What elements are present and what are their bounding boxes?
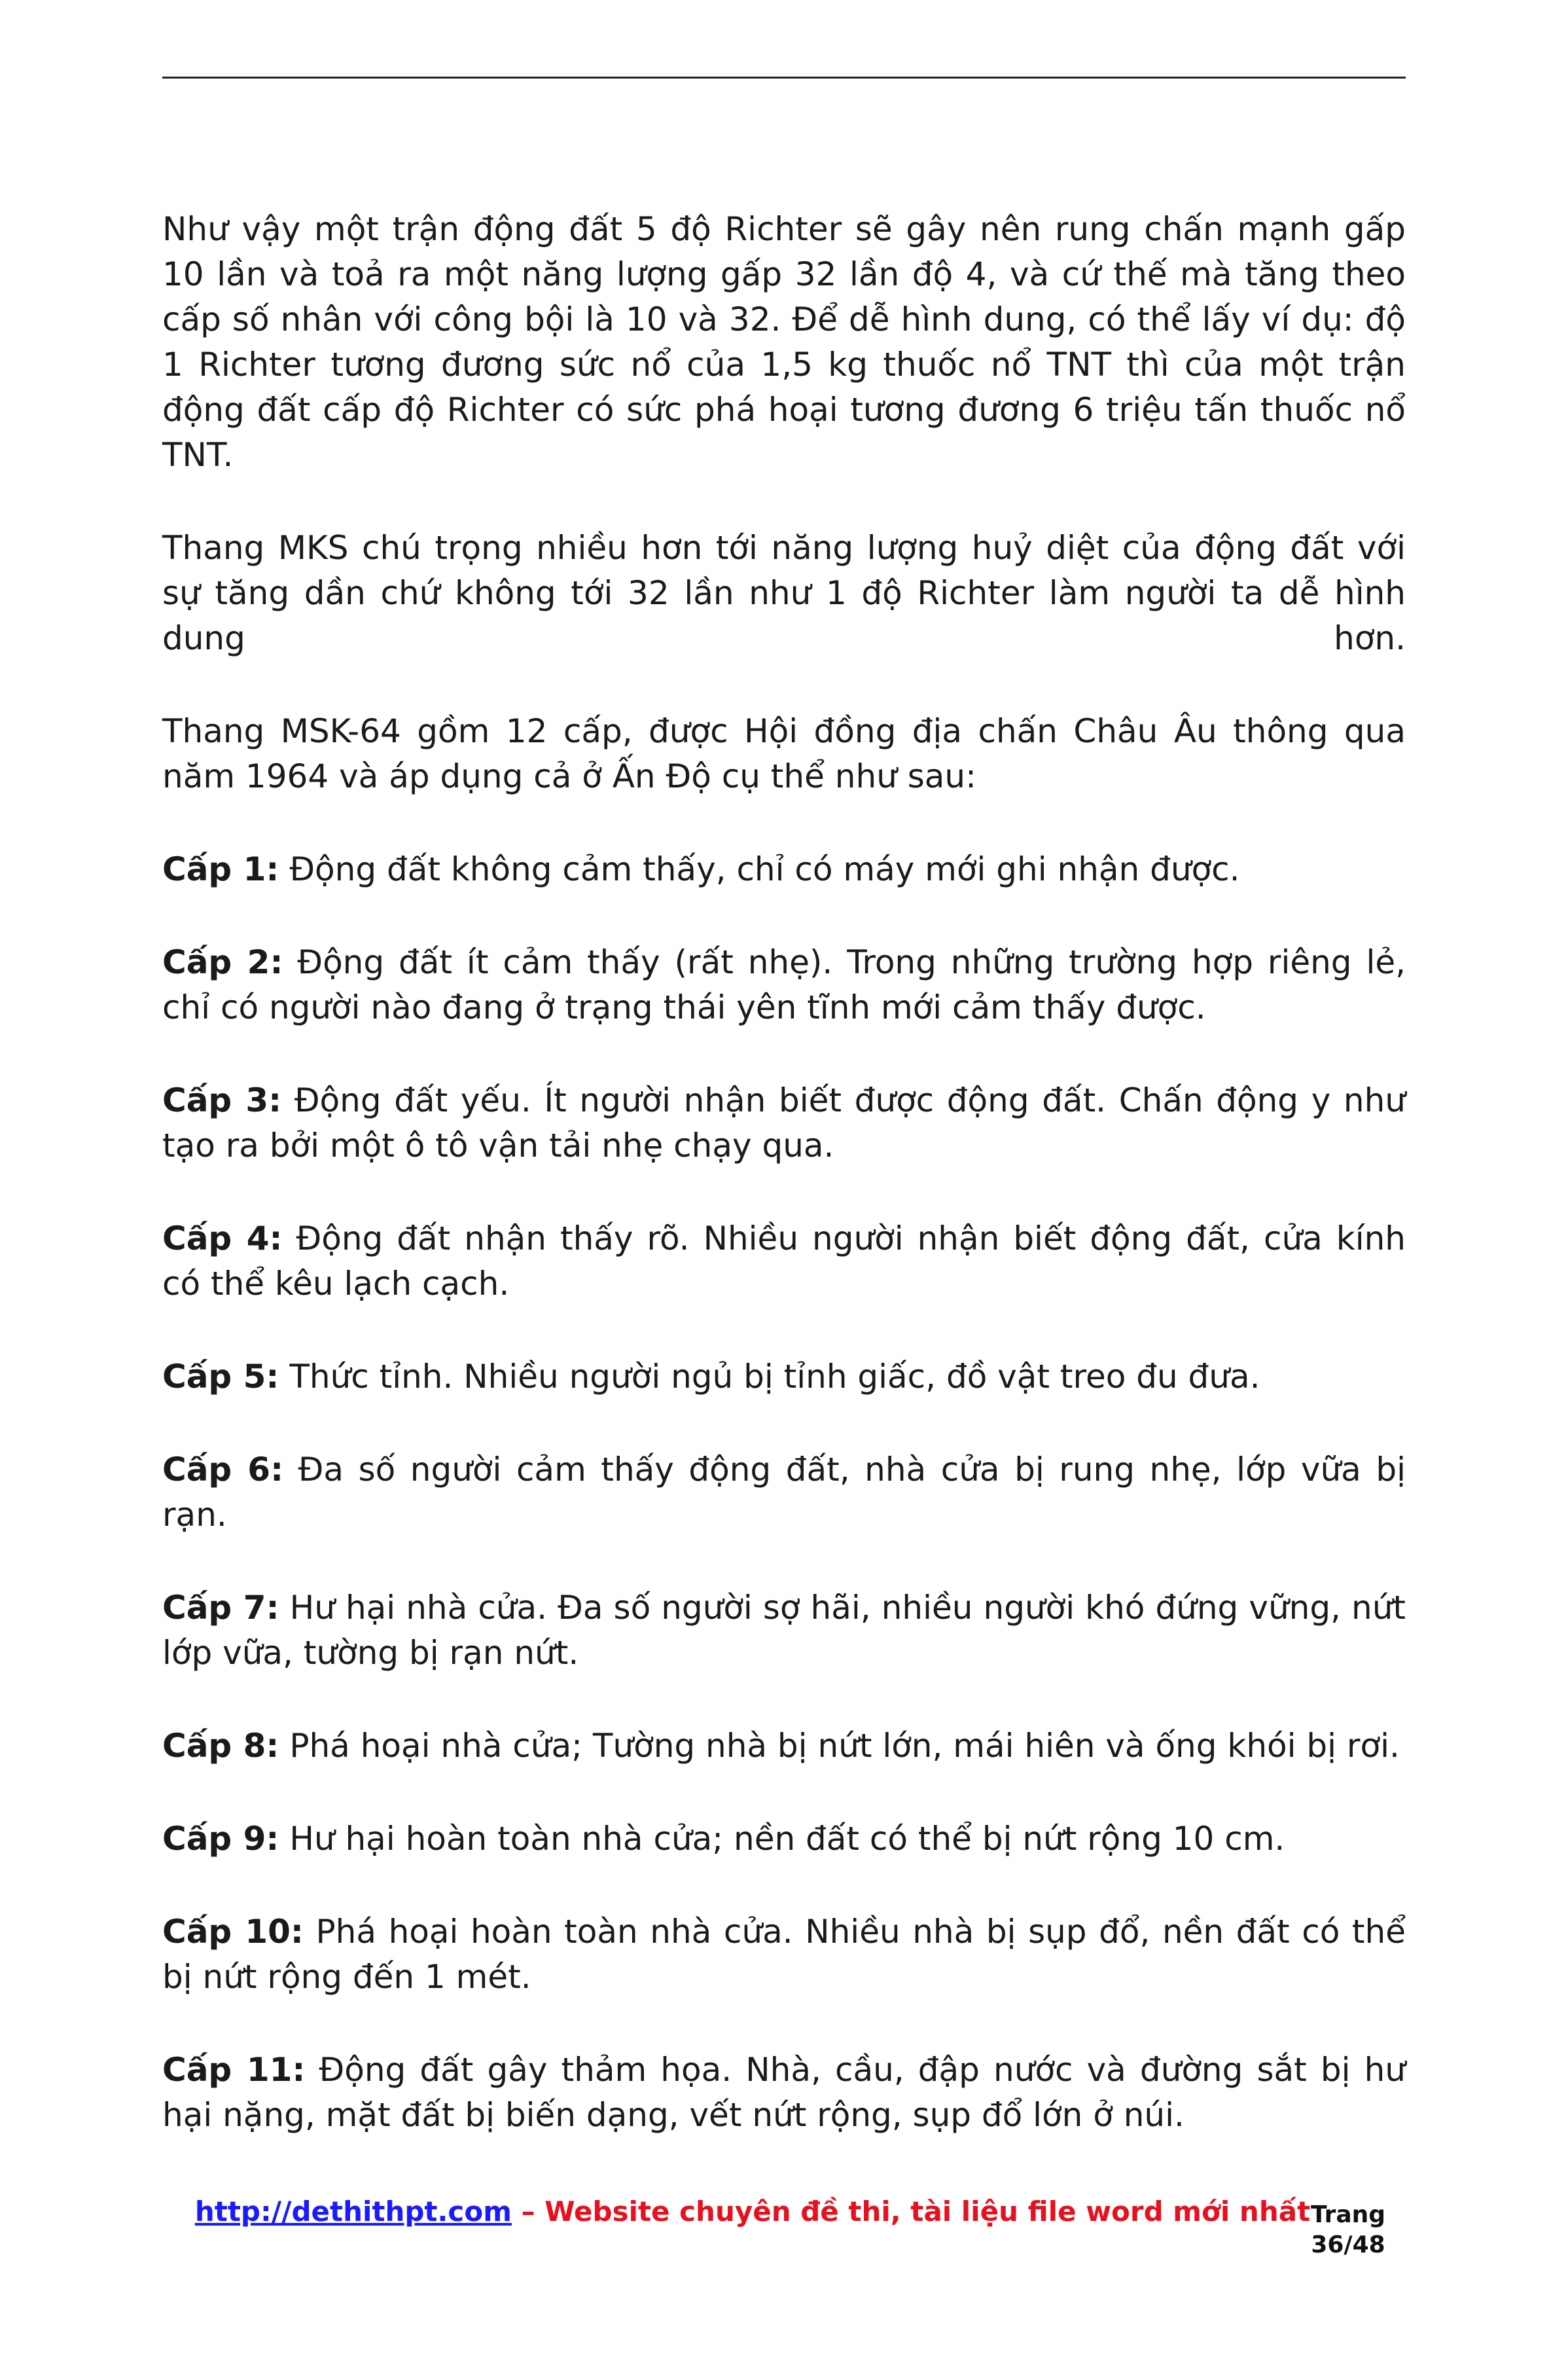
page-number: Trang 36/48 <box>1310 2201 1386 2258</box>
level-label: Cấp 1: <box>162 850 279 888</box>
footer-banner <box>183 2195 1322 2229</box>
level-label: Cấp 7: <box>162 1589 279 1627</box>
level-text: Phá hoại hoàn toàn nhà cửa. Nhiều nhà bị sụp đổ, nền đất có thể bị nứt rộng đến 1 mét. <box>162 1913 1406 1996</box>
level-label: Cấp 9: <box>162 1820 279 1858</box>
level-text: Động đất gây thảm họa. Nhà, cầu, đập nước và đường sắt bị hư hại nặng, mặt đất bị biến dạng, vết nứt rộng, sụp đổ lớn ở núi. <box>162 2051 1406 2134</box>
level-label: Cấp 2: <box>162 943 283 981</box>
level-label: Cấp 4: <box>162 1219 283 1257</box>
level-text: Động đất ít cảm thấy (rất nhẹ). Trong những trường hợp riêng lẻ, chỉ có người nào đang ở trạng thái yên tĩnh mới cảm thấy được. <box>162 943 1406 1026</box>
level-text: Động đất không cảm thấy, chỉ có máy mới ghi nhận được. <box>279 850 1240 888</box>
level-item-3 <box>162 1078 1406 1168</box>
footer-website-link[interactable]: http://dethithpt.com <box>194 2195 512 2228</box>
paragraph-mks: Thang MKS chú trọng nhiều hơn tới năng lượng huỷ diệt của động đất với sự tăng dần chứ không tới 32 lần như 1 độ Richter làm người ta dễ hình dung hơn. <box>162 529 1406 657</box>
level-text: Phá hoại nhà cửa; Tường nhà bị nứt lớn, mái hiên và ống khói bị rơi. <box>279 1727 1400 1765</box>
level-label: Cấp 8: <box>162 1727 279 1765</box>
page-footer <box>183 2195 1453 2267</box>
level-item-11 <box>162 2048 1406 2138</box>
level-text: Hư hại nhà cửa. Đa số người sợ hãi, nhiều người khó đứng vững, nứt lớp vữa, tường bị rạn nứt. <box>162 1589 1406 1672</box>
level-label: Cấp 11: <box>162 2051 306 2089</box>
level-item-2 <box>162 940 1406 1030</box>
level-text: Động đất yếu. Ít người nhận biết được động đất. Chấn động y như tạo ra bởi một ô tô vận tải nhẹ chạy qua. <box>162 1081 1406 1164</box>
page-body <box>162 207 1406 2186</box>
level-text: Động đất nhận thấy rõ. Nhiều người nhận biết động đất, cửa kính có thể kêu lạch cạch. <box>162 1219 1406 1303</box>
level-item-5 <box>162 1354 1406 1399</box>
level-item-10 <box>162 1909 1406 2000</box>
paragraph-richter: Như vậy một trận động đất 5 độ Richter sẽ gây nên rung chấn mạnh gấp 10 lần và toả ra một năng lượng gấp 32 lần độ 4, và cứ thế mà tăng theo cấp số nhân với công bội là 10 và 32. Để dễ hình dung, có thể lấy ví dụ: độ 1 Richter tương đương sức nổ của 1,5 kg thuốc nổ TNT thì của một trận động đất cấp độ Richter có sức phá hoại tương đương 6 triệu tấn thuốc nổ TNT. <box>162 210 1406 474</box>
paragraph-msk64: Thang MSK-64 gồm 12 cấp, được Hội đồng địa chấn Châu Âu thông qua năm 1964 và áp dụng cả ở Ấn Độ cụ thể như sau: <box>162 712 1406 795</box>
level-item-6 <box>162 1447 1406 1538</box>
level-label: Cấp 5: <box>162 1358 279 1396</box>
level-item-9 <box>162 1816 1406 1862</box>
level-item-1 <box>162 847 1406 892</box>
level-label: Cấp 10: <box>162 1913 304 1951</box>
level-label: Cấp 3: <box>162 1081 282 1119</box>
level-text: Hư hại hoàn toàn nhà cửa; nền đất có thể bị nứt rộng 10 cm. <box>279 1820 1285 1858</box>
header-rule <box>162 77 1406 79</box>
level-item-8 <box>162 1724 1406 1769</box>
footer-separator: – <box>511 2195 545 2228</box>
level-item-7 <box>162 1585 1406 1676</box>
level-text: Thức tỉnh. Nhiều người ngủ bị tỉnh giấc, đồ vật treo đu đưa. <box>279 1358 1260 1396</box>
level-item-4 <box>162 1216 1406 1307</box>
footer-tagline: Website chuyên đề thi, tài liệu file word mới nhất <box>544 2195 1311 2228</box>
level-text: Đa số người cảm thấy động đất, nhà cửa bị rung nhẹ, lớp vữa bị rạn. <box>162 1451 1406 1534</box>
level-label: Cấp 6: <box>162 1451 284 1489</box>
